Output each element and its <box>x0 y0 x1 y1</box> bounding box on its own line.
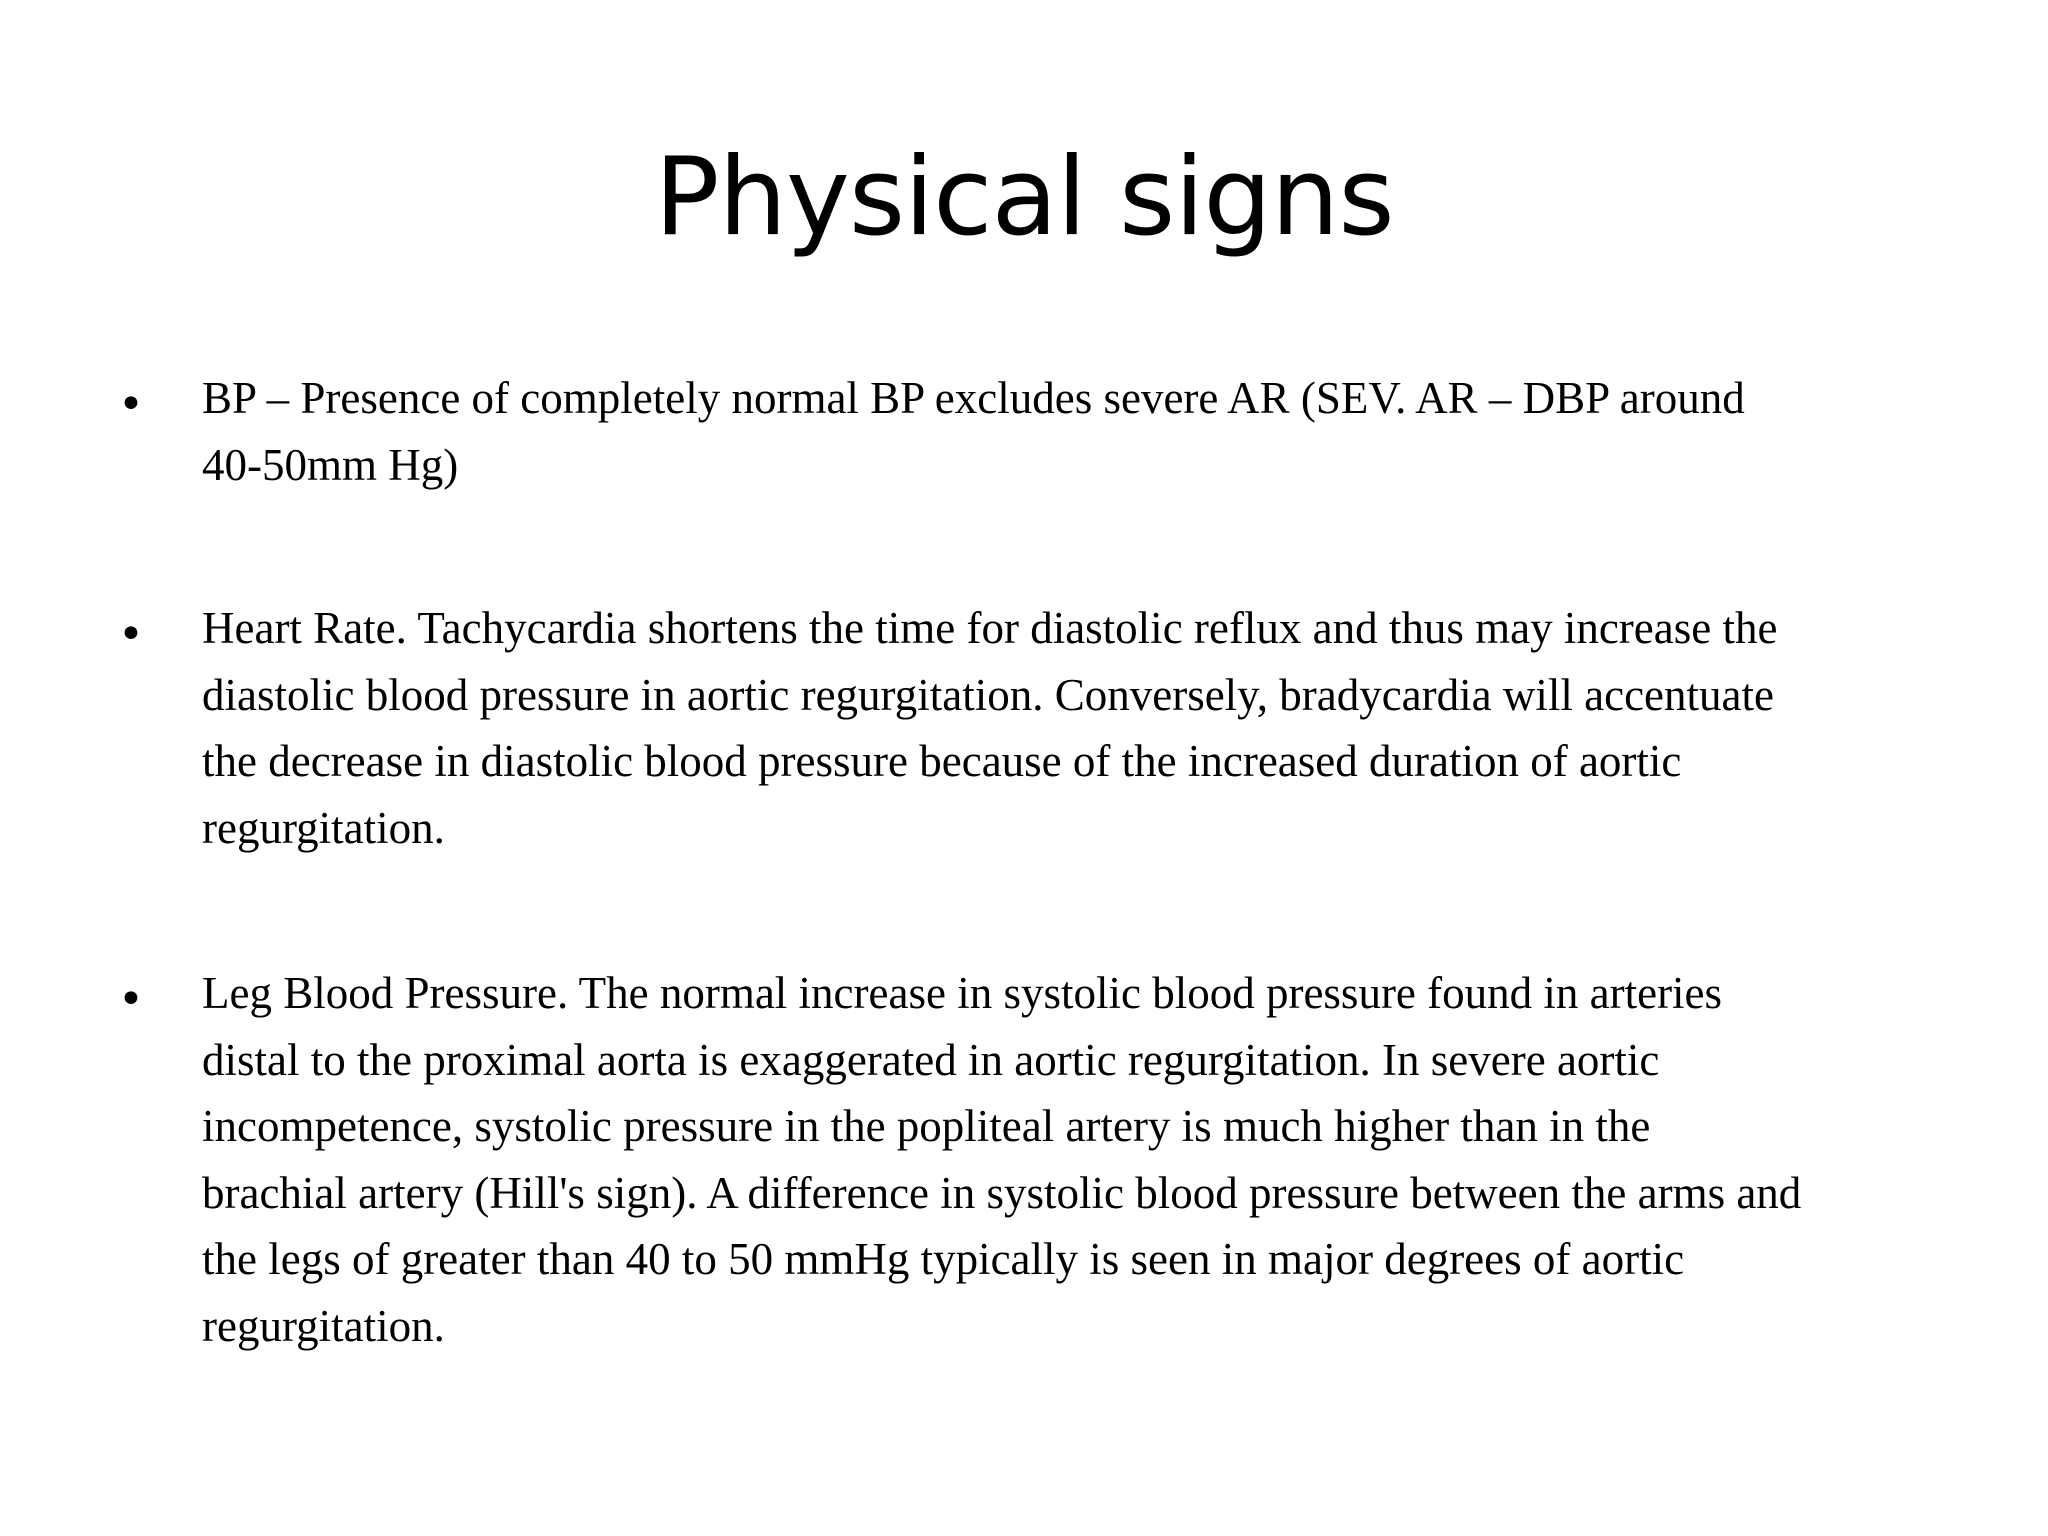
bullet-dot-icon: • <box>118 609 144 660</box>
text-line: diastolic blood pressure in aortic regurgitation. Conversely, bradycardia will accentuate <box>202 669 1774 720</box>
text-line: Leg Blood Pressure. The normal increase in systolic blood pressure found in arteries <box>202 968 1723 1018</box>
text-line: brachial artery (Hill's sign). A difference in systolic blood pressure between the arms and <box>202 1167 1802 1218</box>
text-line: Heart Rate. Tachycardia shortens the time for diastolic reflux and thus may increase the <box>202 603 1778 653</box>
text-line: regurgitation. <box>202 1300 445 1351</box>
bullet-text-bp <box>202 365 2048 498</box>
bullet-dot-icon: • <box>118 379 144 430</box>
text-line: the legs of greater than 40 to 50 mmHg typically is seen in major degrees of aortic <box>202 1234 1685 1284</box>
bullet-text-heart-rate <box>202 595 2048 861</box>
text-line: distal to the proximal aorta is exaggerated in aortic regurgitation. In severe aortic <box>202 1034 1660 1085</box>
text-line: BP – Presence of completely normal BP excludes severe AR (SEV. AR – DBP around <box>202 373 1745 423</box>
bullet-text-leg-blood-pressure <box>202 960 2048 1359</box>
text-line: 40-50mm Hg) <box>202 439 459 490</box>
bullet-dot-icon: • <box>118 974 144 1025</box>
text-line: regurgitation. <box>202 802 445 853</box>
slide-title: Physical signs <box>654 135 1394 260</box>
text-line: incompetence, systolic pressure in the popliteal artery is much higher than in the <box>202 1101 1651 1151</box>
text-line: the decrease in diastolic blood pressure because of the increased duration of aortic <box>202 736 1682 786</box>
